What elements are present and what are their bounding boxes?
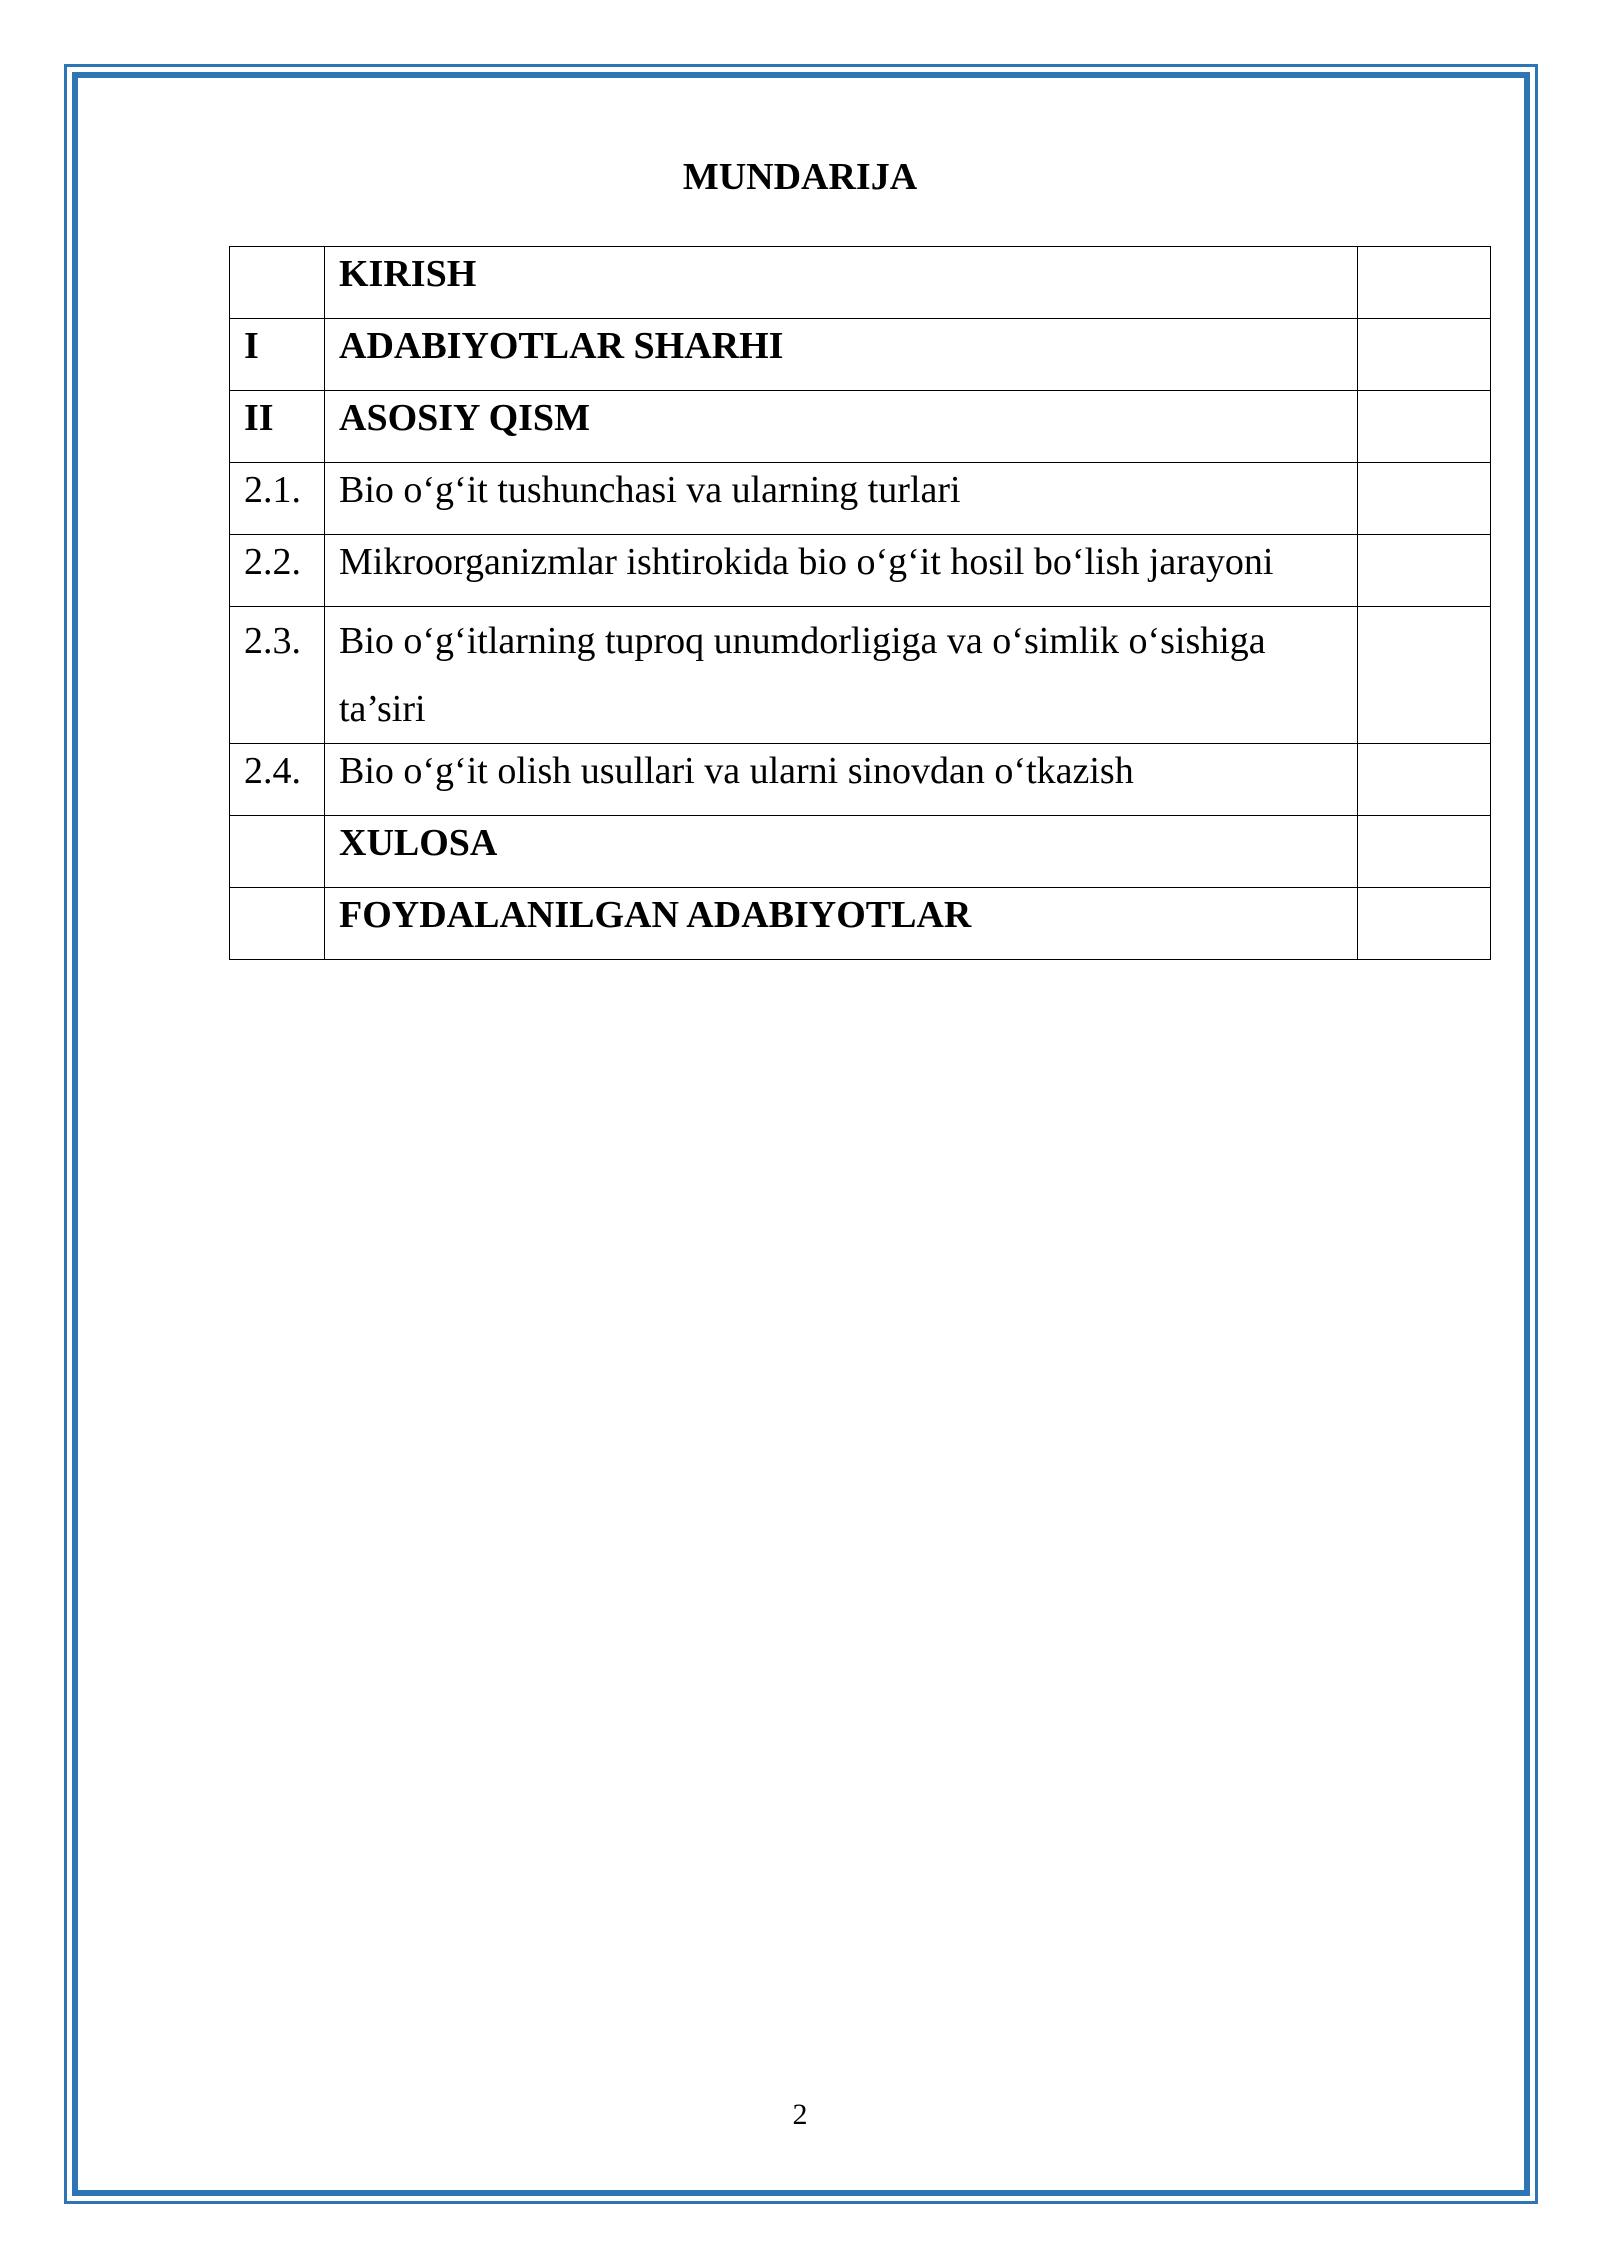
toc-number: 2.1. [230,463,325,535]
toc-number: II [230,391,325,463]
table-row [230,319,1491,391]
toc-title: ASOSIY QISM [325,391,1358,463]
toc-number: 2.2. [230,535,325,607]
toc-title: FOYDALANILGAN ADABIYOTLAR [325,888,1358,960]
page-title: MUNDARIJA [682,156,918,198]
toc-title: XULOSA [325,816,1358,888]
toc-number [230,247,325,319]
toc-number: 2.4. [230,744,325,816]
toc-title: KIRISH [325,247,1358,319]
table-row [230,816,1491,888]
toc-number [230,816,325,888]
table-row [230,607,1491,744]
toc-page [1358,319,1491,391]
toc-number: I [230,319,325,391]
toc-title: ADABIYOTLAR SHARHI [325,319,1358,391]
table-row [230,744,1491,816]
toc-page [1358,535,1491,607]
table-row [230,463,1491,535]
table-row [230,391,1491,463]
toc-title: Bio o‘g‘it olish usullari va ularni sinovdan o‘tkazish [325,744,1358,816]
toc-page [1358,744,1491,816]
toc-title: Mikroorganizmlar ishtirokida bio o‘g‘it hosil bo‘lish jarayoni [325,535,1358,607]
toc-number: 2.3. [230,607,325,744]
toc-title: Bio o‘g‘it tushunchasi va ularning turlari [325,463,1358,535]
toc-page [1358,607,1491,744]
toc-title: Bio o‘g‘itlarning tuproq unumdorligiga va o‘simlik o‘sishiga ta’siri [325,607,1358,744]
page-number: 2 [792,2098,808,2131]
toc-page [1358,816,1491,888]
table-of-contents [229,246,1491,960]
table-row [230,247,1491,319]
toc-page [1358,463,1491,535]
toc-number [230,888,325,960]
table-row [230,535,1491,607]
toc-page [1358,888,1491,960]
table-row [230,888,1491,960]
toc-page [1358,247,1491,319]
toc-page [1358,391,1491,463]
